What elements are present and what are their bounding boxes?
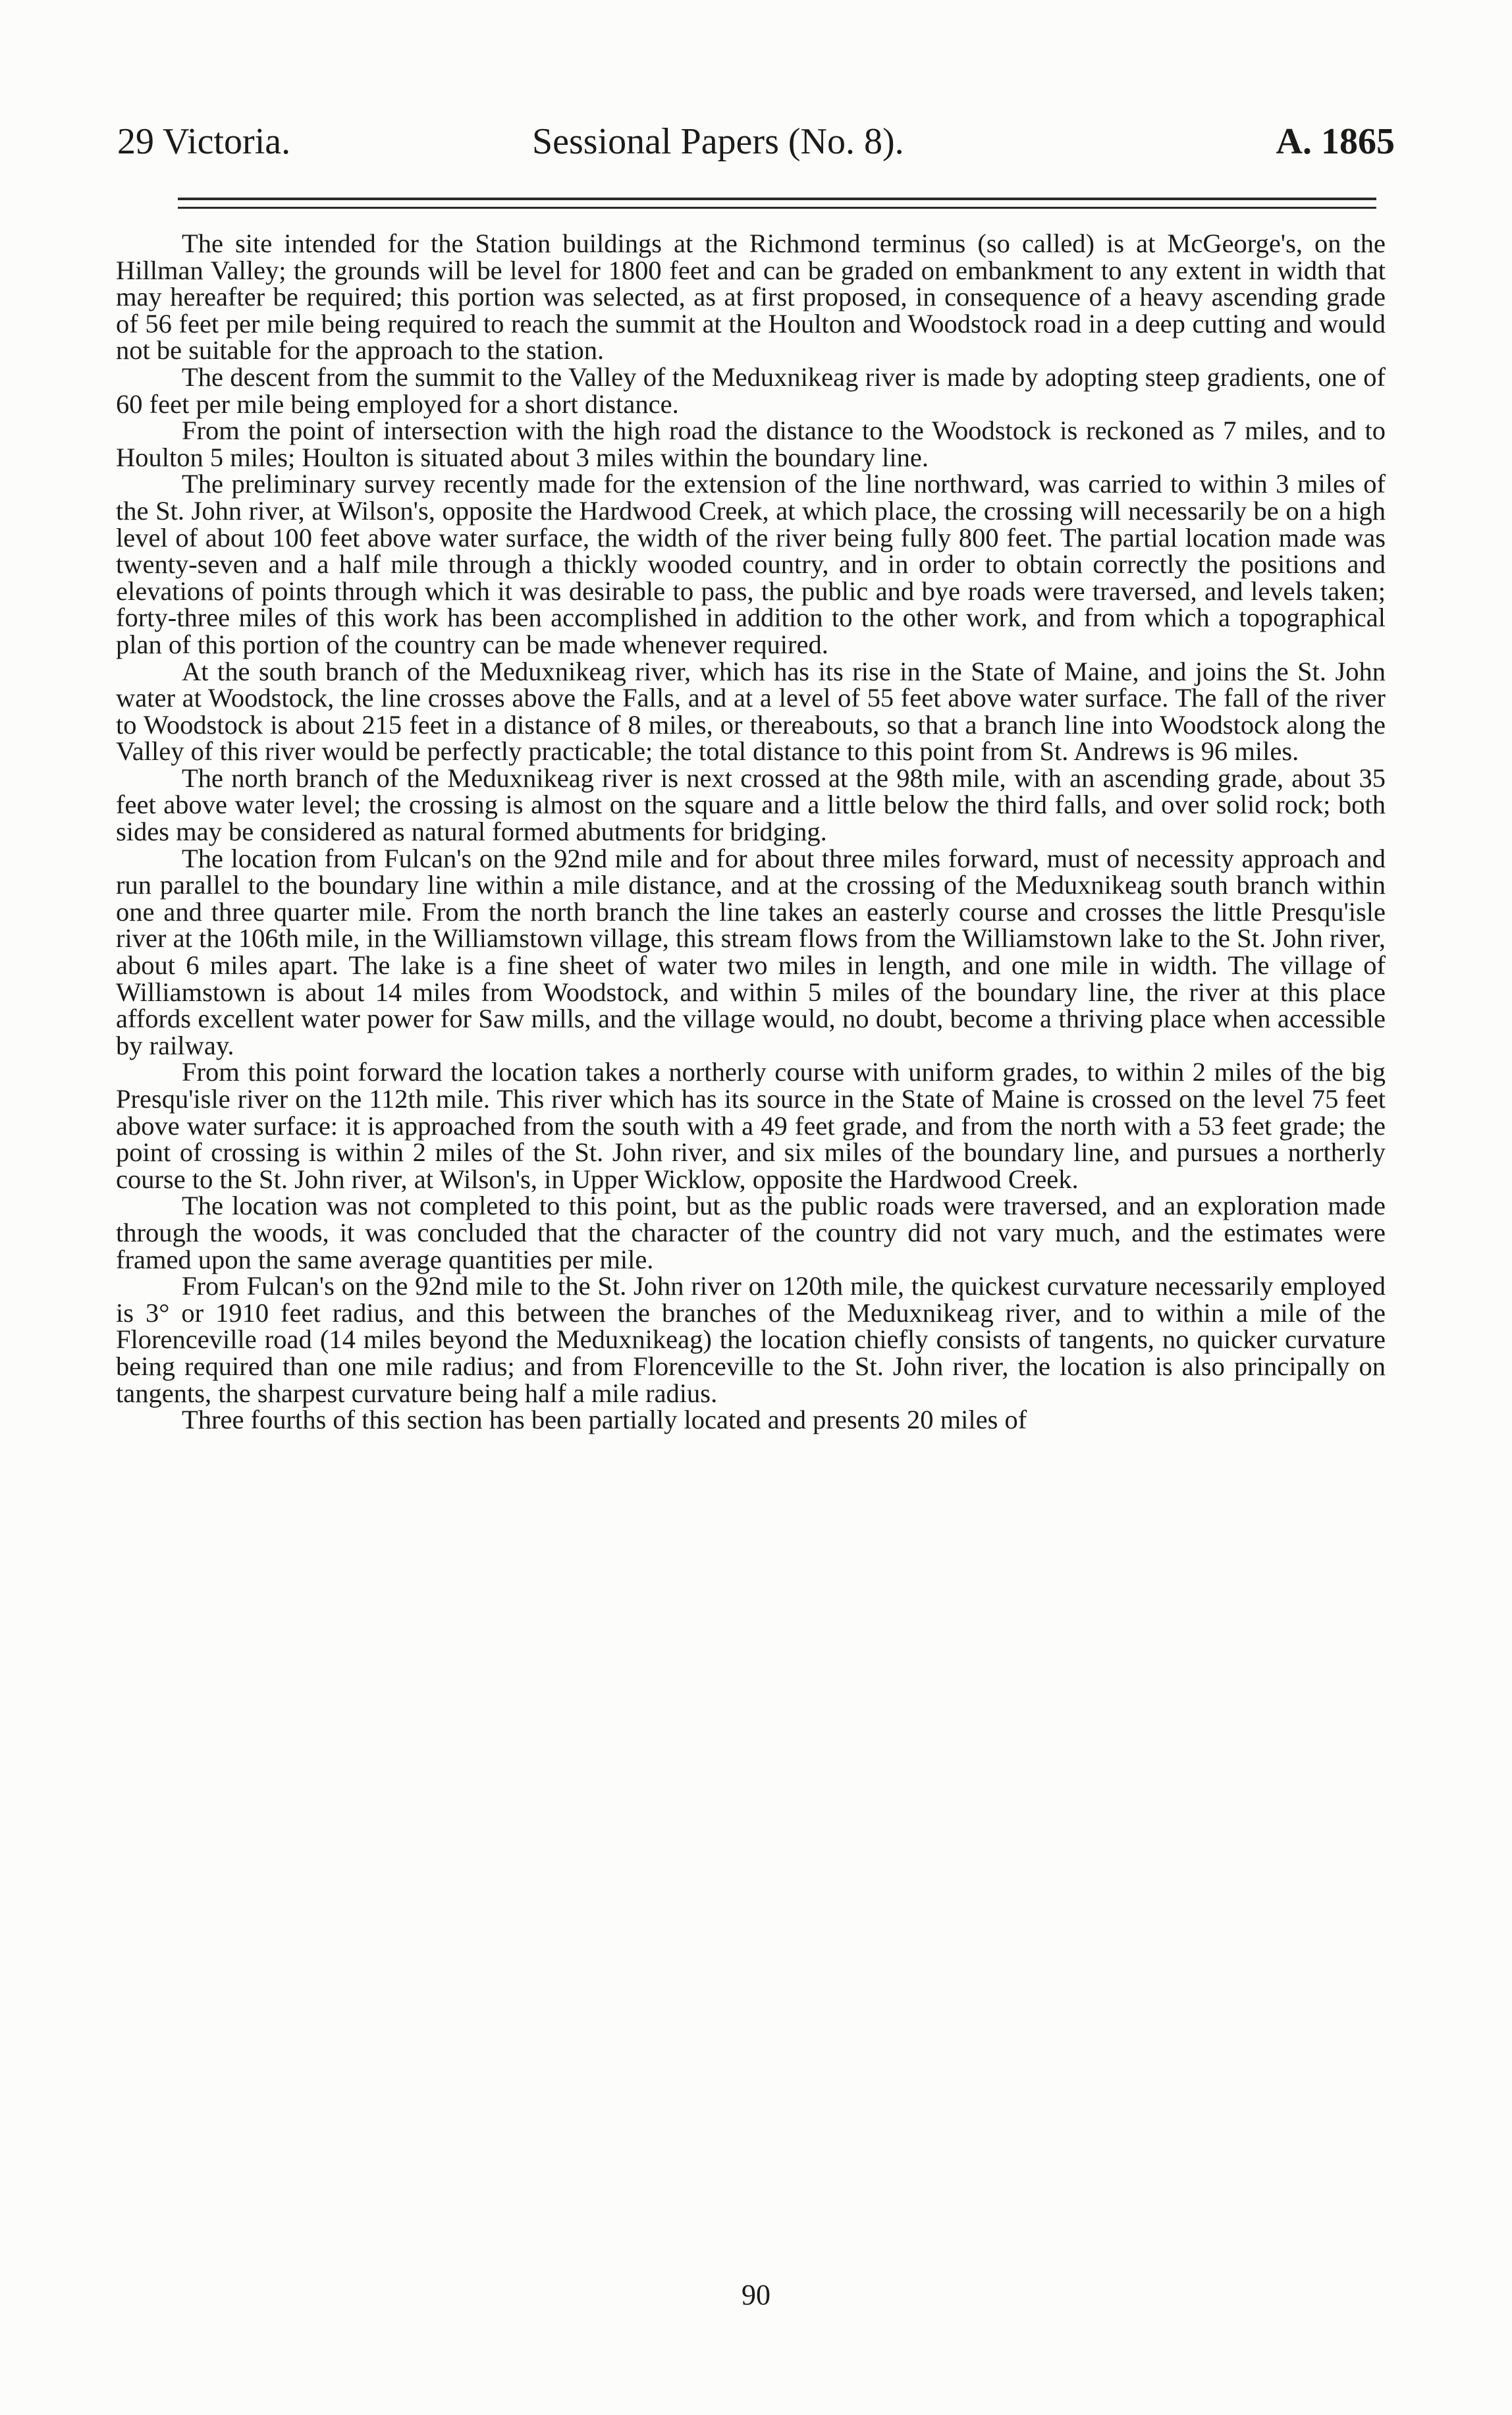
paragraph: Three fourths of this section has been partially located and presents 20 miles of — [182, 1405, 1027, 1435]
page-header — [117, 112, 1395, 171]
report-body — [116, 231, 1386, 2259]
paragraph: The location was not completed to this point, but as the public roads were traversed, and an exploration made through the woods, it was concluded that the character of the country did not vary much, and the estimates were framed upon the same average quantities per mile. — [116, 1191, 1386, 1274]
paragraph: The site intended for the Station buildings at the Richmond terminus (so called) is at McGeorge's, on the Hillman Valley; the grounds will be level for 1800 feet and can be graded on embankment to any extent in width that may hereafter be required; this portion was selected, as at first proposed, in consequence of a heavy ascending grade of 56 feet per mile being required to reach the summit at the Houlton and Woodstock road in a deep cutting and would not be suitable for the approach to the station. — [116, 229, 1386, 366]
header-session: 29 Victoria. — [117, 121, 291, 162]
paragraph: From the point of intersection with the high road the distance to the Woodstock is reckoned as 7 miles, and to Houlton 5 miles; Houlton is situated about 3 miles within the boundary line. — [116, 416, 1386, 472]
paragraph: The descent from the summit to the Valley of the Meduxnikeag river is made by adopting steep gradients, one of 60 feet per mile being employed for a short distance. — [116, 362, 1386, 419]
header-rule-secondary — [178, 207, 1376, 209]
paragraph: The location from Fulcan's on the 92nd mile and for about three miles forward, must of necessity approach and run parallel to the boundary line within a mile distance, and at the crossing of the Meduxnikeag south branch within one and three quarter mile. From the north branch the line takes an easterly course and crosses the little Presqu'isle river at the 106th mile, in the Williamstown village, this stream flows from the Williamstown lake to the St. John river, about 6 miles apart. The lake is a fine sheet of water two miles in length, and one mile in width. The village of Williamstown is about 14 miles from Woodstock, and within 5 miles of the boundary line, the river at this place affords excellent water power for Saw mills, and the village would, no doubt, become a thriving place when accessible by railway. — [116, 843, 1386, 1060]
header-rule — [178, 198, 1376, 200]
paragraph: At the south branch of the Meduxnikeag river, which has its rise in the State of Maine, and joins the St. John water at Woodstock, the line crosses above the Falls, and at a level of 55 feet above water surface. The fall of the river to Woodstock is about 215 feet in a distance of 8 miles, or thereabouts, so that a branch line into Woodstock along the Valley of this river would be perfectly practicable; the total distance to this point from St. Andrews is 96 miles. — [116, 656, 1386, 767]
paragraph: The north branch of the Meduxnikeag river is next crossed at the 98th mile, with an ascending grade, about 35 feet above water level; the crossing is almost on the square and a little below the third falls, and over solid rock; both sides may be considered as natural formed abutments for bridging. — [116, 763, 1386, 847]
paragraph: From this point forward the location takes a northerly course with uniform grades, to within 2 miles of the big Presqu'isle river on the 112th mile. This river which has its source in the State of Maine is crossed on the level 75 feet above water surface: it is approached from the south with a 49 feet grade, and from the north with a 53 feet grade; the point of crossing is within 2 miles of the St. John river, and six miles of the boundary line, and pursues a northerly course to the St. John river, at Wilson's, in Upper Wicklow, opposite the Hardwood Creek. — [116, 1057, 1386, 1194]
header-title: Sessional Papers (No. 8). — [532, 121, 904, 162]
paragraph: From Fulcan's on the 92nd mile to the St. John river on 120th mile, the quickest curvature necessarily employed is 3° or 1910 feet radius, and this between the branches of the Meduxnikeag river, and to within a mile of the Florenceville road (14 miles beyond the Meduxnikeag) the location chiefly consists of tangents, no quicker curvature being required than one mile radius; and from Florenceville to the St. John river, the location is also principally on tangents, the sharpest curvature being half a mile radius. — [116, 1271, 1386, 1408]
page-number: 90 — [742, 2279, 770, 2311]
paragraph: The preliminary survey recently made for the extension of the line northward, was carried to within 3 miles of the St. John river, at Wilson's, opposite the Hardwood Creek, at which place, the crossing will necessarily be on a high level of about 100 feet above water surface, the width of the river being fully 800 feet. The partial location made was twenty-seven and a half mile through a thickly wooded country, and in order to obtain correctly the positions and elevations of points through which it was desirable to pass, the public and bye roads were traversed, and levels taken; forty-three miles of this work has been accomplished in addition to the other work, and from which a topographical plan of this portion of the country can be made whenever required. — [116, 469, 1386, 659]
header-year: A. 1865 — [1276, 121, 1395, 162]
